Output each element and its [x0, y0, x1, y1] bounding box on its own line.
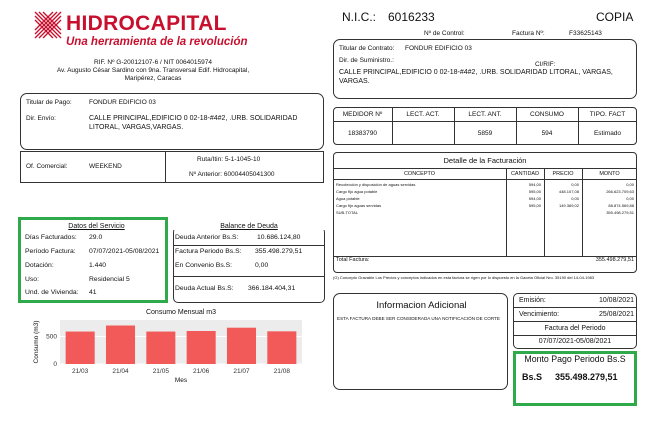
meter-cell: 594 — [541, 130, 553, 137]
billing-row-concept: Cargo fijo aguas servidas — [336, 203, 382, 208]
company-address-2: Maripérez, Caracas — [124, 75, 182, 82]
office-label: Of. Comercial: — [26, 163, 68, 170]
billing-row-qty: 594,00 — [528, 182, 541, 187]
billing-title: Detalle de la Facturación — [443, 156, 527, 165]
contract-address-1: CALLE PRINCIPAL,EDIFICIO 0 02-18-#4#2, .URB. SOLIDARIDAD LITORAL, VARGAS, — [339, 69, 613, 76]
service-label: Dotación: — [25, 262, 54, 269]
billing-row-amount: 0,00 — [626, 182, 634, 187]
debt-value: 0,00 — [255, 262, 269, 269]
service-value: Residencial 5 — [89, 276, 130, 283]
office-value: WEEKEND — [89, 163, 122, 170]
supply-label: Dir. de Suministro.: — [339, 57, 394, 64]
meter-table — [333, 107, 637, 145]
due-label: Vencimiento: — [519, 311, 560, 318]
info-text: ESTA FACTURA DEBE SER CONSIDERADA UNA NOTIFICACIÓN DE CORTE — [337, 316, 500, 321]
plot-area — [60, 320, 302, 364]
amount-value: 355.498.279,51 — [555, 372, 618, 382]
amount-highlight — [513, 351, 637, 406]
bar-21-05 — [146, 332, 175, 364]
bar-21-08 — [267, 331, 296, 364]
meter-header: LECT. ACT. — [406, 111, 440, 118]
meter-cell: 5859 — [477, 130, 493, 137]
nic-label: N.I.C.: — [342, 10, 377, 24]
info-box — [333, 293, 508, 390]
amount-currency: Bs.S — [522, 372, 543, 382]
billing-row-concept: SUB-TOTAL — [336, 210, 359, 215]
billing-header: CONCEPTO — [403, 171, 436, 177]
send-label: Dir. Envío: — [26, 115, 56, 122]
copy-label: COPIA — [596, 10, 634, 24]
billing-row-price: 0,00 — [571, 182, 579, 187]
info-title: Informacion Adicional — [376, 300, 467, 311]
send-address-1: CALLE PRINCIPAL,EDIFICIO 0 02-18-#4#2, .URB. SOLIDARIDAD — [89, 115, 298, 122]
y-tick-label: 500 — [46, 333, 57, 341]
service-title: Datos del Servicio — [68, 223, 125, 230]
total-label: Total Factura: — [336, 257, 370, 263]
billing-table — [333, 152, 637, 273]
billing-row-concept: Recolección y disposición de aguas servidas — [336, 182, 416, 187]
billing-row-amount: 355.498.279,51 — [606, 210, 634, 215]
issue-date: 10/08/2021 — [598, 297, 634, 304]
period-title: Factura del Periodo — [544, 325, 606, 332]
service-highlight — [18, 217, 168, 303]
billing-header: CANTIDAD — [510, 171, 540, 177]
debt-label: En Convenio Bs.S: — [175, 262, 233, 269]
y-axis-label: Consumo (m3) — [33, 320, 40, 364]
hidrocapital-logo-icon — [33, 10, 63, 40]
billing-row-amount: 88.874.569,88 — [608, 203, 634, 208]
control-label: Nº de Control: — [424, 30, 465, 37]
service-value: 1.440 — [89, 262, 107, 269]
meter-cell: Estimado — [593, 130, 622, 137]
payment-holder: FONDUR EDIFICIO 03 — [89, 99, 156, 106]
x-tick-label: 21/06 — [193, 368, 210, 375]
service-value: 07/07/2021-05/08/2021 — [89, 248, 160, 255]
debt-label: Deuda Anterior Bs.S: — [175, 234, 239, 241]
payment-box — [20, 93, 324, 150]
previous-number: Nº Anterior: 60004405041300 — [189, 171, 275, 178]
billing-row-qty: 595,00 — [528, 189, 541, 194]
x-axis-label: Mes — [174, 377, 188, 384]
send-address-2: LITORAL, VARGAS,VARGAS. — [89, 124, 184, 131]
contract-address-2: VARGAS. — [339, 78, 370, 85]
billing-row-concept: Cargo fijo agua potable — [336, 189, 378, 194]
debt-value: 10.686.124,80 — [257, 234, 301, 241]
company-address-1: Av. Augusto César Sardino con 9na. Transversal Edif. Hidrocapital, — [56, 67, 250, 74]
billing-row-amount: 0,00 — [626, 196, 634, 201]
total-value: 355.498.279,51 — [595, 257, 634, 263]
debt-label: Factura Periodo Bs.S: — [175, 248, 242, 255]
nic-value: 6016233 — [388, 10, 435, 24]
bar-21-07 — [227, 328, 256, 364]
contract-holder-label: Titular de Contrato: — [339, 45, 395, 52]
debt-value: 355.498.279,51 — [255, 248, 303, 255]
route-value: Ruta/Itin: 5-1-1045-10 — [197, 156, 261, 163]
service-label: Período Factura: — [25, 248, 76, 255]
service-value: 29.0 — [89, 234, 103, 241]
billing-row-amount: 266.623.709,63 — [606, 189, 634, 194]
meter-header: MEDIDOR Nº — [342, 111, 383, 118]
debt-title: Balance de Deuda — [173, 223, 325, 230]
x-tick-label: 21/03 — [72, 368, 89, 375]
meter-header: LECT. ANT. — [468, 111, 502, 118]
meter-header: TIPO. FACT — [589, 111, 626, 118]
period-range: 07/07/2021-05/08/2021 — [538, 338, 612, 345]
bar-21-04 — [106, 326, 135, 365]
brand-name: HIDROCAPITAL — [66, 12, 227, 35]
billing-row-qty: 595,00 — [528, 203, 541, 208]
billing-row-qty: 594,00 — [528, 196, 541, 201]
dates-box — [513, 293, 637, 349]
service-label: Uso: — [25, 276, 39, 283]
billing-row-concept: Agua potable — [336, 196, 360, 201]
logo — [33, 10, 248, 54]
billing-row-price: 149.369,02 — [558, 203, 579, 208]
x-tick-label: 21/08 — [273, 368, 290, 375]
office-box — [20, 151, 324, 183]
meter-header: CONSUMO — [530, 111, 564, 118]
billing-note: (G) Concepto Gravable Los Precios y conceptos indicados en esta factura se rigen por lo dispuesto en la Gaceta Oficial Nro. 35190 del 14-04-1983 — [333, 275, 595, 280]
consumption-chart — [30, 304, 320, 386]
amount-title: Monto Pago Periodo Bs.S — [524, 354, 626, 364]
billing-row-price: 448.107,08 — [558, 189, 579, 194]
service-label: Días Facturados: — [25, 234, 77, 241]
meter-cell: 18383790 — [348, 130, 377, 137]
issue-label: Emisión: — [519, 297, 546, 304]
rif-label: CI/RIF: — [535, 61, 556, 68]
invoice-label: Factura Nº: — [512, 30, 545, 37]
y-tick-label: 0 — [53, 361, 57, 368]
billing-header: MONTO — [599, 171, 620, 177]
chart-title: Consumo Mensual m3 — [145, 309, 217, 316]
contract-holder: FONDUR EDIFICIO 03 — [405, 45, 472, 52]
service-label: Und. de Vivienda: — [25, 289, 79, 296]
billing-row-price: 0,00 — [571, 196, 579, 201]
debt-label: Deuda Actual Bs.S: — [175, 285, 234, 292]
x-tick-label: 21/04 — [112, 368, 129, 375]
x-tick-label: 21/05 — [152, 368, 169, 375]
contract-box — [333, 39, 637, 99]
due-date: 25/08/2021 — [598, 311, 634, 318]
bar-21-06 — [187, 331, 216, 364]
brand-slogan: Una herramienta de la revolución — [66, 36, 248, 48]
company-rif: RIF. Nº G-20012107-6 / NIT 0064015974 — [94, 59, 212, 66]
billing-header: PRECIO — [552, 171, 574, 177]
payment-holder-label: Titular de Pago: — [26, 99, 72, 106]
debt-value: 366.184.404,31 — [248, 285, 296, 292]
invoice-number: F33625143 — [569, 30, 602, 37]
bar-21-03 — [66, 332, 95, 364]
debt-box — [173, 219, 325, 303]
x-tick-label: 21/07 — [233, 368, 250, 375]
service-value: 41 — [89, 289, 97, 296]
